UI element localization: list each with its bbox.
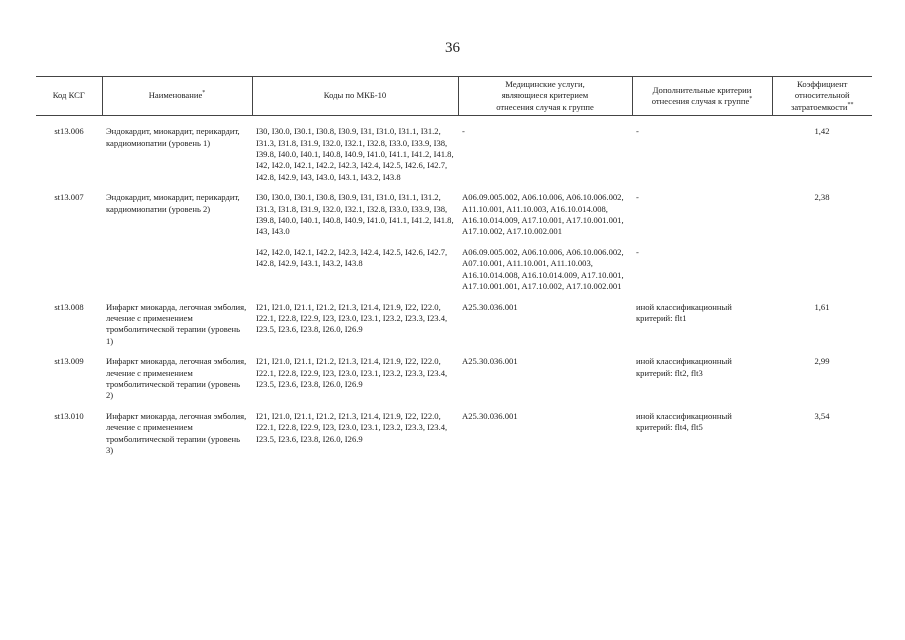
table-row <box>36 188 872 243</box>
services-cell: A25.30.036.001 <box>462 356 518 367</box>
name-cell: Инфаркт миокарда, легочная эмболия, лечение с применением тромболитической терапии (уровень 3) <box>106 410 247 455</box>
mkb-codes-cell: I30, I30.0, I30.1, I30.8, I30.9, I31, I31.0, I31.1, I31.2, I31.3, I31.8, I31.9, I32.0, I32.1, I32.8, I33.0, I33.9, I38, I39.8, I40.0, I40.1, I40.8, I40.9, I41.0, I41.1, I41.2, I41.8, I42, I42.0, I42.1, I42.2, I42.3, I42.4, I42.5, I42.6, I42.7, I42.8, I42.9, I43, I43.0, I43.1, I43.2, I43.8 <box>256 126 454 182</box>
table-row <box>36 243 872 298</box>
name-cell <box>102 243 252 298</box>
services-cell: - <box>462 126 465 137</box>
table-header-row <box>36 77 872 116</box>
name-cell: Эндокардит, миокардит, перикардит, кардиомиопатии (уровень 1) <box>106 126 240 148</box>
mkb-codes-cell: I21, I21.0, I21.1, I21.2, I21.3, I21.4, I21.9, I22, I22.0, I22.1, I22.8, I22.9, I23, I23.0, I23.1, I23.2, I23.3, I23.4, I23.5, I23.6, I23.8, I26.0, I26.9 <box>256 356 448 389</box>
mkb-codes-cell: I21, I21.0, I21.1, I21.2, I21.3, I21.4, I21.9, I22, I22.0, I22.1, I22.8, I22.9, I23, I23.0, I23.1, I23.2, I23.3, I23.4, I23.5, I23.6, I23.8, I26.0, I26.9 <box>256 410 448 444</box>
ksg-code-cell: st13.009 <box>54 356 84 367</box>
coefficient-cell: 3,54 <box>814 410 830 421</box>
header-ksg-code: Код КСГ <box>36 77 102 116</box>
header-additional-criteria: Дополнительные критерии отнесения случая к группе* <box>632 77 772 116</box>
mkb-codes-cell: I42, I42.0, I42.1, I42.2, I42.3, I42.4, I42.5, I42.6, I42.7, I42.8, I42.9, I43.1, I43.2, I43.8 <box>256 246 448 269</box>
name-cell: Эндокардит, миокардит, перикардит, кардиомиопатии (уровень 2) <box>106 192 240 214</box>
coefficient-cell <box>772 243 872 298</box>
ksg-code-cell <box>36 243 102 298</box>
table-row <box>36 352 872 407</box>
header-coefficient: Коэффициент относительной затратоемкости** <box>772 77 872 116</box>
coefficient-cell: 1,42 <box>814 126 830 137</box>
criteria-cell: - <box>636 126 639 137</box>
header-name: Наименование* <box>102 77 252 116</box>
services-cell: A25.30.036.001 <box>462 410 518 421</box>
services-cell: A25.30.036.001 <box>462 301 518 312</box>
services-cell: A06.09.005.002, A06.10.006, A06.10.006.002, A11.10.001, A11.10.003, A16.10.014.008, A16.10.014.009, A17.10.001, A17.10.001.001, A17.10.002, A17.10.002.001 <box>462 192 624 237</box>
ksg-code-cell: st13.007 <box>54 192 84 203</box>
mkb-codes-cell: I30, I30.0, I30.1, I30.8, I30.9, I31, I31.0, I31.1, I31.2, I31.3, I31.8, I31.9, I32.0, I32.1, I32.8, I33.0, I33.9, I38, I39.8, I40.0, I40.1, I40.8, I40.9, I41.0, I41.1, I41.2, I41.8, I43, I43.0 <box>256 192 454 237</box>
criteria-cell: иной классификационный критерий: flt1 <box>636 301 732 323</box>
criteria-cell: - <box>636 246 639 257</box>
header-medical-services: Медицинские услуги, являющиеся критерием отнесения случая к группе <box>458 77 632 116</box>
ksg-code-cell: st13.010 <box>54 410 84 421</box>
coefficient-cell: 2,99 <box>814 356 830 367</box>
name-cell: Инфаркт миокарда, легочная эмболия, лечение с применением тромболитической терапии (уровень 2) <box>106 356 247 401</box>
coefficient-cell: 1,61 <box>814 301 830 312</box>
coefficient-cell: 2,38 <box>814 192 830 203</box>
ksg-table <box>36 76 872 461</box>
services-cell: A06.09.005.002, A06.10.006, A06.10.006.002, A07.10.001, A11.10.001, A11.10.003, A16.10.014.008, A16.10.014.009, A17.10.001, A17.10.001.001, A17.10.002, A17.10.002.001 <box>462 246 624 292</box>
header-mkb-codes: Коды по МКБ-10 <box>252 77 458 116</box>
ksg-code-cell: st13.008 <box>54 301 84 312</box>
criteria-cell: иной классификационный критерий: flt4, flt5 <box>636 410 732 433</box>
mkb-codes-cell: I21, I21.0, I21.1, I21.2, I21.3, I21.4, I21.9, I22, I22.0, I22.1, I22.8, I22.9, I23, I23.0, I23.1, I23.2, I23.3, I23.4, I23.5, I23.6, I23.8, I26.0, I26.9 <box>256 301 448 335</box>
table-row <box>36 298 872 353</box>
table-row <box>36 407 872 462</box>
criteria-cell: иной классификационный критерий: flt2, flt3 <box>636 356 732 378</box>
criteria-cell: - <box>636 192 639 203</box>
ksg-code-cell: st13.006 <box>54 126 84 137</box>
table-row <box>36 116 872 189</box>
name-cell: Инфаркт миокарда, легочная эмболия, лечение с применением тромболитической терапии (уровень 1) <box>106 301 247 346</box>
page-number: 36 <box>445 40 460 56</box>
